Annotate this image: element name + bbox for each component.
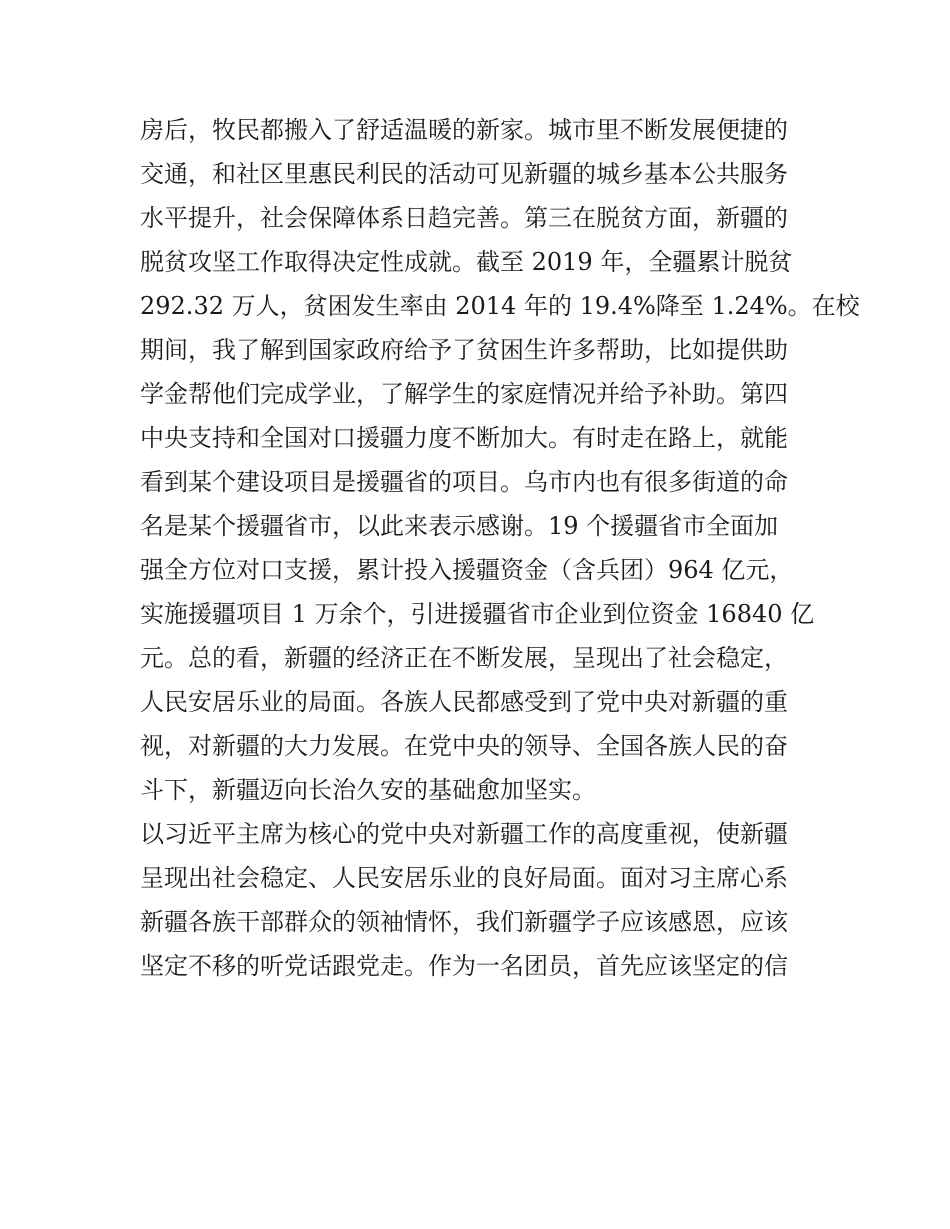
text-line: 水平提升，社会保障体系日趋完善。第三在脱贫方面，新疆的 — [140, 204, 788, 232]
text-line: 元。总的看，新疆的经济正在不断发展，呈现出了社会稳定， — [140, 644, 788, 672]
text-line: 强全方位对口支援，累计投入援疆资金（含兵团）964 亿元， — [140, 556, 794, 584]
paragraph-1 — [140, 108, 860, 812]
text-line: 呈现出社会稳定、人民安居乐业的良好局面。面对习主席心系 — [140, 864, 788, 892]
text-line: 以习近平主席为核心的党中央对新疆工作的高度重视，使新疆 — [140, 820, 788, 848]
text-line: 期间，我了解到国家政府给予了贫困生许多帮助，比如提供助 — [140, 336, 788, 364]
document-body — [140, 108, 860, 988]
text-line: 人民安居乐业的局面。各族人民都感受到了党中央对新疆的重 — [140, 688, 788, 716]
text-line: 学金帮他们完成学业，了解学生的家庭情况并给予补助。第四 — [140, 380, 788, 408]
text-line: 名是某个援疆省市，以此来表示感谢。19 个援疆省市全面加 — [140, 512, 779, 540]
text-line: 斗下，新疆迈向长治久安的基础愈加坚实。 — [140, 776, 596, 804]
text-line: 看到某个建设项目是援疆省的项目。乌市内也有很多街道的命 — [140, 468, 788, 496]
paragraph-2 — [140, 812, 820, 988]
text-line: 视，对新疆的大力发展。在党中央的领导、全国各族人民的奋 — [140, 732, 788, 760]
text-line: 292.32 万人，贫困发生率由 2014 年的 19.4%降至 1.24%。在校 — [140, 292, 860, 320]
text-line: 实施援疆项目 1 万余个，引进援疆省市企业到位资金 16840 亿 — [140, 600, 815, 628]
text-line: 坚定不移的听党话跟党走。作为一名团员，首先应该坚定的信 — [140, 952, 788, 980]
text-line: 交通，和社区里惠民利民的活动可见新疆的城乡基本公共服务 — [140, 160, 788, 188]
text-line: 脱贫攻坚工作取得决定性成就。截至 2019 年，全疆累计脱贫 — [140, 248, 793, 276]
text-line: 中央支持和全国对口援疆力度不断加大。有时走在路上，就能 — [140, 424, 788, 452]
text-line: 房后，牧民都搬入了舒适温暖的新家。城市里不断发展便捷的 — [140, 116, 788, 144]
text-line: 新疆各族干部群众的领袖情怀，我们新疆学子应该感恩，应该 — [140, 908, 788, 936]
